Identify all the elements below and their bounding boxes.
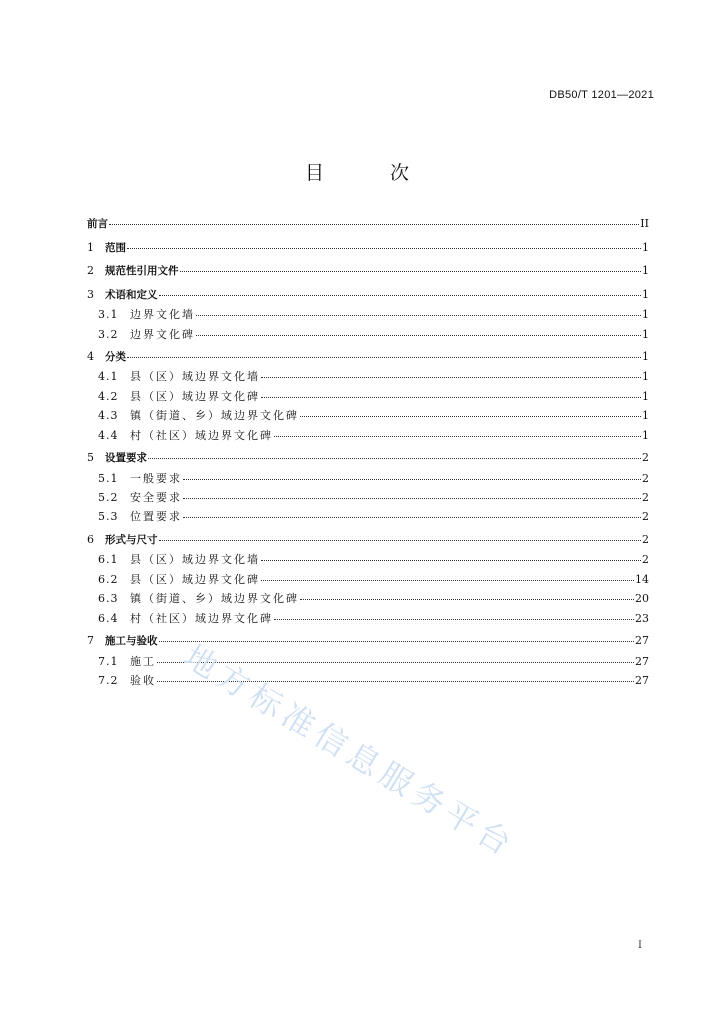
- toc-entry[interactable]: [87, 240, 649, 259]
- toc-entry-number: 6.1: [98, 553, 119, 567]
- toc-entry[interactable]: [87, 349, 649, 368]
- toc-entry-label: 村（社区）域边界文化碑: [130, 428, 273, 442]
- toc-entry-label: 县（区）域边界文化墙: [130, 553, 260, 567]
- toc-leader-dots: [159, 295, 642, 296]
- toc-entry[interactable]: [87, 388, 649, 407]
- toc-entry-label: 设置要求: [105, 452, 147, 465]
- toc-entry-number: 4.2: [98, 389, 119, 403]
- toc-entry[interactable]: [87, 326, 649, 345]
- toc-entry-label: 术语和定义: [105, 288, 158, 301]
- toc-leader-dots: [159, 641, 635, 642]
- toc-entry[interactable]: [87, 610, 649, 629]
- toc-entry-number: 6.3: [98, 592, 119, 606]
- toc-entry-page: 2: [642, 510, 649, 524]
- toc-entry-page: 1: [642, 409, 649, 423]
- toc-entry-label: 县（区）域边界文化碑: [130, 572, 260, 586]
- toc-entry-page: 2: [642, 471, 649, 485]
- toc-entry[interactable]: [87, 590, 649, 609]
- toc-leader-dots: [261, 397, 641, 398]
- toc-leader-dots: [300, 599, 634, 600]
- toc-entry[interactable]: [87, 427, 649, 446]
- toc-entry-number: 5.3: [98, 510, 119, 524]
- toc-entry-number: 4.1: [98, 370, 119, 384]
- toc-leader-dots: [261, 580, 634, 581]
- toc-entry-page: 1: [642, 327, 649, 341]
- toc-entry-number: 3: [87, 287, 94, 301]
- toc-entry-page: 2: [642, 532, 649, 546]
- toc-entry[interactable]: [87, 470, 649, 489]
- toc-entry-label: 施工与验收: [105, 635, 158, 648]
- toc-entry-page: 1: [642, 370, 649, 384]
- toc-entry-number: 6.4: [98, 611, 119, 625]
- toc-entry-label: 分类: [105, 351, 126, 364]
- toc-entry-page: 1: [642, 428, 649, 442]
- toc-entry[interactable]: [87, 571, 649, 590]
- toc-leader-dots: [261, 377, 641, 378]
- toc-entry-number: 4: [87, 350, 94, 364]
- toc-leader-dots: [274, 619, 634, 620]
- toc-entry-number: 2: [87, 264, 94, 278]
- toc-entry-label: 县（区）域边界文化墙: [130, 370, 260, 384]
- toc-entry[interactable]: [87, 407, 649, 426]
- toc-entry[interactable]: [87, 551, 649, 570]
- toc-leader-dots: [196, 335, 641, 336]
- toc-entry-page: 27: [635, 654, 649, 668]
- toc-entry-page: 2: [642, 451, 649, 465]
- toc-entry-page: 27: [635, 634, 649, 648]
- toc-title: 目 次: [304, 162, 440, 184]
- toc-entry-page: 1: [642, 240, 649, 254]
- toc-entry-page: 23: [635, 611, 649, 625]
- toc-entry-page: II: [640, 217, 649, 230]
- toc-entry-page: 2: [642, 553, 649, 567]
- toc-entry[interactable]: [87, 263, 649, 282]
- toc-entry-label: 县（区）域边界文化碑: [130, 389, 260, 403]
- toc-entry[interactable]: [87, 672, 649, 691]
- toc-entry-number: 1: [87, 240, 94, 254]
- toc-leader-dots: [127, 357, 641, 358]
- toc-entry-number: 6.2: [98, 572, 119, 586]
- toc-entry-number: 7.2: [98, 673, 119, 687]
- toc-entry-label: 镇（街道、乡）域边界文化碑: [130, 409, 299, 423]
- toc-leader-dots: [127, 248, 641, 249]
- toc-entry-page: 20: [635, 592, 649, 606]
- toc-entry[interactable]: [87, 489, 649, 508]
- toc-leader-dots: [300, 416, 641, 417]
- toc-entry-number: 5.1: [98, 471, 119, 485]
- toc-entry-label: 规范性引用文件: [105, 265, 179, 278]
- toc-entry[interactable]: [87, 450, 649, 469]
- toc-leader-dots: [261, 560, 641, 561]
- toc-leader-dots: [196, 315, 641, 316]
- toc-entry-label: 一般要求: [130, 471, 182, 485]
- toc-leader-dots: [183, 517, 641, 518]
- toc-entry-number: 6: [87, 532, 94, 546]
- toc-entry-label: 施工: [130, 654, 156, 668]
- toc-entry-label: 验收: [130, 673, 156, 687]
- table-of-contents: [87, 216, 649, 691]
- toc-entry-number: 3.2: [98, 327, 119, 341]
- toc-entry-number: 7.1: [98, 654, 119, 668]
- toc-leader-dots: [183, 479, 641, 480]
- toc-entry[interactable]: [87, 633, 649, 652]
- toc-entry-label: 安全要求: [130, 491, 182, 505]
- toc-entry[interactable]: [87, 653, 649, 672]
- toc-entry-label: 位置要求: [130, 510, 182, 524]
- toc-entry-number: 5: [87, 451, 94, 465]
- toc-entry-label: 镇（街道、乡）域边界文化碑: [130, 592, 299, 606]
- toc-entry-number: 4.4: [98, 428, 119, 442]
- toc-entry[interactable]: [87, 508, 649, 527]
- toc-entry-number: 3.1: [98, 308, 119, 322]
- page-number: I: [638, 940, 642, 951]
- toc-entry-page: 1: [642, 264, 649, 278]
- toc-leader-dots: [180, 271, 642, 272]
- toc-entry-page: 14: [635, 572, 649, 586]
- toc-entry-number: 5.2: [98, 491, 119, 505]
- toc-entry[interactable]: [87, 287, 649, 306]
- toc-entry-page: 27: [635, 673, 649, 687]
- toc-leader-dots: [159, 540, 642, 541]
- toc-entry-page: 1: [642, 350, 649, 364]
- toc-entry-label: 范围: [105, 241, 126, 254]
- toc-entry-page: 2: [642, 491, 649, 505]
- watermark-text: 地方标准信息服务平台: [177, 637, 523, 866]
- toc-entry-number: 4.3: [98, 409, 119, 423]
- toc-leader-dots: [274, 436, 641, 437]
- toc-entry-label: 前言: [87, 218, 108, 230]
- document-code: DB50/T 1201—2021: [549, 89, 654, 101]
- toc-entry-page: 1: [642, 287, 649, 301]
- toc-entry[interactable]: [87, 306, 649, 325]
- toc-entry-label: 形式与尺寸: [105, 533, 158, 546]
- toc-entry-number: 7: [87, 634, 94, 648]
- toc-entry-label: 村（社区）域边界文化碑: [130, 611, 273, 625]
- toc-entry-page: 1: [642, 389, 649, 403]
- toc-leader-dots: [109, 224, 639, 225]
- toc-leader-dots: [148, 458, 641, 459]
- toc-entry[interactable]: [87, 368, 649, 387]
- toc-entry-label: 边界文化碑: [130, 327, 195, 341]
- toc-entry[interactable]: [87, 216, 649, 235]
- toc-entry-page: 1: [642, 308, 649, 322]
- toc-entry-label: 边界文化墙: [130, 308, 195, 322]
- toc-entry[interactable]: [87, 532, 649, 551]
- toc-leader-dots: [183, 498, 641, 499]
